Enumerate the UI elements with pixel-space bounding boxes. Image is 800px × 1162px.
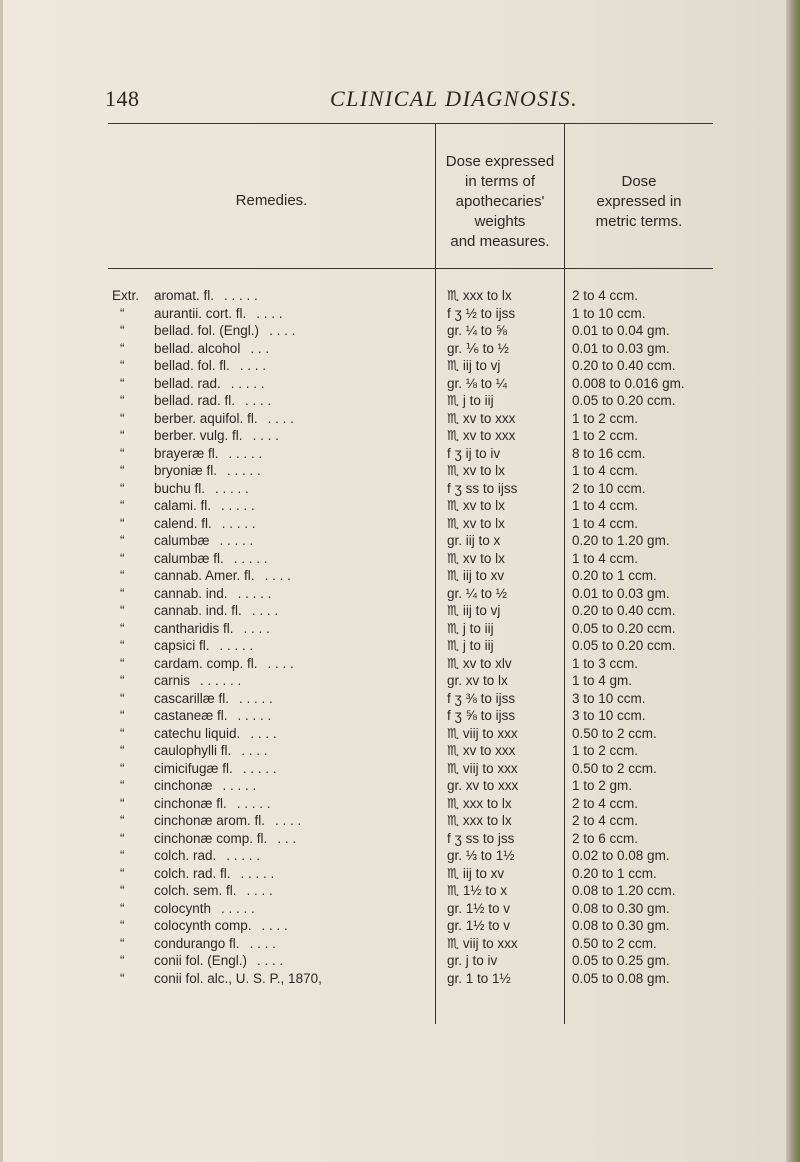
header-apothecaries — [436, 152, 564, 252]
remedy-name: catechu liquid. — [154, 725, 241, 741]
row-prefix: “ — [120, 900, 125, 916]
remedy-name: cascarillæ fl. — [154, 690, 230, 706]
metric-dose: 1 to 2 ccm. — [572, 743, 639, 758]
metric-dose: 0.01 to 0.03 gm. — [572, 340, 670, 356]
table-row-remedy — [112, 322, 422, 340]
apothecaries-dose: gr. iij to x — [447, 533, 501, 548]
metric-dose: 2 to 4 ccm. — [572, 795, 639, 811]
leader-dots: . . . . . . — [200, 673, 242, 688]
apothecaries-dose: ♏ xxx to lx — [447, 795, 512, 811]
leader-dots: . . . . . — [219, 638, 254, 653]
remedy-name: bryoniæ fl. — [154, 463, 218, 478]
leader-dots: . . . . — [275, 813, 302, 828]
apothecaries-dose: ♏ iij to vj — [447, 358, 501, 373]
apothecaries-dose: gr. j to iv — [447, 953, 498, 968]
apothecaries-dose: gr. ¼ to ⅝ — [447, 323, 508, 338]
metric-dose: 1 to 4 ccm. — [572, 515, 639, 531]
row-prefix: “ — [120, 340, 125, 356]
apothecaries-dose: gr. 1 to 1½ — [447, 970, 511, 986]
metric-dose: 0.05 to 0.20 ccm. — [572, 638, 676, 653]
leader-dots: . . . . — [249, 935, 276, 951]
metric-dose: 8 to 16 ccm. — [572, 445, 646, 461]
metric-dose: 0.50 to 2 ccm. — [572, 760, 657, 776]
header-apoth-line-3: apothecaries' — [455, 193, 545, 210]
remedy-name: bellad. fol. (Engl.) — [154, 323, 260, 338]
row-prefix: “ — [120, 463, 125, 478]
remedy-name: calumbæ fl. — [154, 550, 224, 566]
table-row-remedy — [112, 655, 422, 673]
table-row-remedy — [112, 830, 422, 848]
row-prefix: “ — [120, 358, 125, 373]
row-prefix: “ — [120, 743, 125, 758]
metric-dose: 1 to 4 gm. — [572, 673, 633, 688]
row-prefix: “ — [120, 655, 125, 671]
apothecaries-dose: ♏ iij to xv — [447, 568, 505, 583]
header-apoth-line-2: in terms of — [464, 173, 536, 190]
row-prefix: “ — [120, 393, 125, 408]
table-row-remedy — [112, 497, 422, 515]
apothecaries-dose: ♏ xv to lx — [447, 515, 505, 531]
leader-dots: . . . . — [264, 568, 291, 583]
header-apoth-line-4: weights — [474, 213, 526, 230]
table-row-remedy — [112, 935, 422, 953]
metric-dose: 0.01 to 0.04 gm. — [572, 323, 670, 338]
leader-dots: . . . . — [252, 428, 279, 443]
remedy-name: cinchonæ comp. fl. — [154, 830, 268, 846]
metric-dose: 2 to 4 ccm. — [572, 288, 639, 303]
apothecaries-dose: f ʒ ⅝ to ijss — [447, 708, 516, 723]
table-row-remedy — [112, 865, 422, 883]
row-prefix: “ — [120, 883, 125, 898]
metric-dose: 0.20 to 1 ccm. — [572, 865, 657, 881]
table-row-remedy — [112, 900, 422, 918]
apothecaries-dose: ♏ xv to xxx — [447, 410, 516, 426]
metric-dose: 1 to 4 ccm. — [572, 463, 639, 478]
leader-dots: . . . . . — [236, 795, 271, 811]
leader-dots: . . . . — [241, 743, 268, 758]
leader-dots: . . . . . — [221, 900, 255, 916]
leader-dots: . . . . . — [227, 463, 261, 478]
remedy-name: calami. fl. — [154, 498, 212, 513]
metric-dose: 0.20 to 0.40 ccm. — [572, 358, 676, 373]
table-row-remedy — [112, 690, 422, 708]
page-number: 148 — [105, 86, 140, 111]
leader-dots: . . . . . — [224, 288, 258, 303]
remedy-name: colch. rad. — [154, 848, 217, 863]
remedy-name: capsici fl. — [154, 638, 210, 653]
table-row-remedy — [112, 742, 422, 760]
metric-dose: 1 to 2 gm. — [572, 778, 633, 793]
leader-dots: . . . . . — [219, 533, 254, 548]
row-prefix: “ — [120, 305, 125, 321]
leader-dots: . . . . . — [242, 760, 277, 776]
remedy-name: conii fol. (Engl.) — [154, 953, 248, 968]
row-prefix: “ — [120, 725, 125, 741]
apothecaries-dose: ♏ xv to lx — [447, 550, 505, 566]
header-metric-line-2: expressed in — [596, 193, 682, 210]
apothecaries-dose: ♏ 1½ to x — [447, 883, 508, 898]
row-prefix: “ — [120, 830, 125, 846]
apothecaries-dose: ♏ viij to xxx — [447, 760, 518, 776]
apothecaries-dose: f ʒ ss to ijss — [447, 480, 518, 496]
table-row-remedy — [112, 427, 422, 445]
table-row-remedy — [112, 795, 422, 813]
table-row-remedy — [112, 637, 422, 655]
table-top-rule — [108, 123, 713, 124]
table-row-remedy — [112, 550, 422, 568]
table-row-remedy — [112, 725, 422, 743]
apothecaries-dose: ♏ xv to lx — [447, 463, 505, 478]
metric-dose: 2 to 4 ccm. — [572, 813, 639, 828]
apothecaries-dose: ♏ viij to xxx — [447, 725, 518, 741]
remedy-name: cannab. ind. fl. — [154, 603, 242, 618]
apothecaries-dose: gr. ⅓ to 1½ — [447, 848, 515, 863]
leader-dots: . . . . . — [240, 865, 275, 881]
table-row-remedy — [112, 760, 422, 778]
row-prefix: “ — [120, 603, 125, 618]
remedy-name: conii fol. alc., U. S. P., 1870, — [154, 970, 322, 986]
table-row-remedy — [112, 882, 422, 900]
table-row-remedy — [112, 340, 422, 358]
apothecaries-dose: ♏ xv to xxx — [447, 428, 516, 443]
metric-dose: 0.05 to 0.20 ccm. — [572, 620, 676, 636]
metric-dose: 0.05 to 0.08 gm. — [572, 970, 670, 986]
leader-dots: . . . . . — [221, 498, 255, 513]
leader-dots: . . . . — [239, 358, 267, 373]
remedy-name: berber. aquifol. fl. — [154, 410, 258, 426]
leader-dots: . . . . — [246, 883, 273, 898]
apothecaries-dose: gr. xv to lx — [447, 673, 508, 688]
table-row-remedy — [112, 480, 422, 498]
apothecaries-dose: ♏ xxx to lx — [447, 813, 512, 828]
header-apoth-line-1: Dose expressed — [445, 153, 555, 170]
row-prefix: “ — [120, 708, 125, 723]
header-apoth-line-5: and measures. — [450, 233, 550, 250]
table-row-remedy — [112, 777, 422, 795]
table-row-remedy — [112, 917, 422, 935]
header-metric — [565, 172, 713, 232]
remedy-name: calend. fl. — [154, 515, 212, 531]
metric-dose: 2 to 10 ccm. — [572, 480, 646, 496]
row-prefix: “ — [120, 848, 125, 863]
apothecaries-dose: f ʒ ss to jss — [447, 830, 515, 846]
row-prefix: “ — [120, 778, 125, 793]
header-metric-line-1: Dose — [621, 173, 657, 190]
table-row-remedy — [112, 567, 422, 585]
row-prefix: “ — [120, 865, 125, 881]
apothecaries-dose: gr. 1½ to v — [447, 918, 511, 933]
row-prefix: “ — [120, 953, 125, 968]
leader-dots: . . . . — [269, 323, 296, 338]
table-row-remedy — [112, 672, 422, 690]
leader-dots: . . . . . — [230, 375, 265, 391]
remedy-name: calumbæ — [154, 533, 210, 548]
remedy-name: cannab. Amer. fl. — [154, 568, 255, 583]
table-header-rule — [108, 268, 713, 269]
remedy-name: bellad. rad. — [154, 375, 221, 391]
remedy-name: cimicifugæ fl. — [154, 760, 233, 776]
header-remedies — [108, 191, 435, 211]
metric-dose: 1 to 4 ccm. — [572, 550, 639, 566]
apothecaries-dose: gr. 1½ to v — [447, 900, 511, 916]
leader-dots: . . . — [277, 830, 297, 846]
table-row-remedy — [112, 970, 422, 988]
apothecaries-dose: f ʒ ⅜ to ijss — [447, 690, 516, 706]
remedy-name: caulophylli fl. — [154, 743, 232, 758]
row-prefix: “ — [120, 480, 125, 496]
row-prefix: “ — [120, 673, 125, 688]
apothecaries-dose: ♏ xxx to lx — [447, 288, 512, 303]
leader-dots: . . . . . — [226, 848, 261, 863]
table-row-remedy — [112, 602, 422, 620]
metric-dose: 0.08 to 0.30 gm. — [572, 918, 670, 933]
metric-dose: 3 to 10 ccm. — [572, 708, 646, 723]
header-remedies-text: Remedies. — [235, 192, 308, 209]
row-prefix: “ — [120, 498, 125, 513]
remedy-name: castaneæ fl. — [154, 708, 228, 723]
remedy-name: cardam. comp. fl. — [154, 655, 258, 671]
apothecaries-dose: ♏ j to iij — [447, 638, 494, 653]
leader-dots: . . . . — [261, 918, 288, 933]
table-row-remedy — [112, 305, 422, 323]
table-row-remedy — [112, 707, 422, 725]
metric-dose: 1 to 4 ccm. — [572, 498, 639, 513]
remedy-name: aurantii. cort. fl. — [154, 305, 247, 321]
row-prefix: “ — [120, 760, 125, 776]
row-prefix: “ — [120, 445, 125, 461]
row-prefix: “ — [120, 585, 125, 601]
table-row-remedy — [112, 847, 422, 865]
table-row-remedy — [112, 375, 422, 393]
metric-dose: 0.01 to 0.03 gm. — [572, 585, 670, 601]
remedy-name: bellad. rad. fl. — [154, 393, 236, 408]
remedy-name: colch. rad. fl. — [154, 865, 231, 881]
row-prefix: “ — [120, 813, 125, 828]
row-prefix: “ — [120, 515, 125, 531]
remedy-name: cinchonæ — [154, 778, 213, 793]
row-prefix: “ — [120, 375, 125, 391]
metric-dose: 0.20 to 0.40 ccm. — [572, 603, 676, 618]
apothecaries-dose: ♏ xv to xxx — [447, 743, 516, 758]
metric-dose: 1 to 2 ccm. — [572, 410, 639, 426]
metric-dose: 0.50 to 2 ccm. — [572, 935, 657, 951]
table-row-remedy — [112, 357, 422, 375]
remedy-name: bellad. alcohol — [154, 340, 241, 356]
apothecaries-dose: gr. xv to xxx — [447, 778, 519, 793]
remedy-name: buchu fl. — [154, 480, 206, 496]
leader-dots: . . . . — [250, 725, 277, 741]
remedy-name: colch. sem. fl. — [154, 883, 237, 898]
metric-dose: 0.05 to 0.20 ccm. — [572, 393, 676, 408]
remedy-name: cinchonæ arom. fl. — [154, 813, 266, 828]
row-prefix: “ — [120, 620, 125, 636]
metric-dose: 1 to 2 ccm. — [572, 428, 639, 443]
metric-dose: 1 to 3 ccm. — [572, 655, 639, 671]
row-prefix: “ — [120, 638, 125, 653]
leader-dots: . . . . . — [221, 515, 256, 531]
metric-dose: 0.20 to 1 ccm. — [572, 568, 657, 583]
remedy-name: cinchonæ fl. — [154, 795, 227, 811]
metric-dose: 0.008 to 0.016 gm. — [572, 375, 685, 391]
leader-dots: . . . . — [267, 655, 294, 671]
apothecaries-dose: ♏ iij to vj — [447, 603, 501, 618]
page-edge — [0, 0, 3, 1162]
row-prefix: “ — [120, 935, 125, 951]
row-prefix: “ — [120, 970, 125, 986]
metric-dose: 1 to 10 ccm. — [572, 305, 646, 321]
table-row-remedy — [112, 620, 422, 638]
row-prefix: “ — [120, 550, 125, 566]
apothecaries-dose: ♏ iij to xv — [447, 865, 505, 881]
leader-dots: . . . — [250, 340, 270, 356]
apothecaries-dose: gr. ⅙ to ½ — [447, 340, 509, 356]
metric-dose: 3 to 10 ccm. — [572, 690, 646, 706]
running-head: CLINICAL DIAGNOSIS. — [330, 86, 579, 111]
remedy-name: cantharidis fl. — [154, 620, 234, 636]
table-row-remedy — [112, 515, 422, 533]
table-row-remedy — [112, 287, 422, 305]
remedy-name: cannab. ind. — [154, 585, 228, 601]
table-row-remedy — [112, 410, 422, 428]
leader-dots: . . . . . — [233, 550, 268, 566]
remedy-name: colocynth — [154, 900, 212, 916]
metric-dose: 0.20 to 1.20 gm. — [572, 533, 670, 548]
remedy-name: condurango fl. — [154, 935, 240, 951]
metric-dose: 0.08 to 0.30 gm. — [572, 900, 670, 916]
leader-dots: . . . . — [256, 305, 283, 321]
row-prefix: “ — [120, 533, 125, 548]
leader-dots: . . . . — [257, 953, 284, 968]
remedy-name: colocynth comp. — [154, 918, 252, 933]
row-prefix: Extr. — [112, 288, 140, 303]
metric-dose: 2 to 6 ccm. — [572, 830, 639, 846]
apothecaries-dose: ♏ xv to lx — [447, 498, 505, 513]
leader-dots: . . . . . — [239, 690, 273, 706]
row-prefix: “ — [120, 428, 125, 443]
table-row-remedy — [112, 445, 422, 463]
apothecaries-dose: f ʒ ij to iv — [447, 445, 501, 461]
remedy-name: brayeræ fl. — [154, 445, 219, 461]
metric-dose: 0.02 to 0.08 gm. — [572, 848, 670, 863]
metric-dose: 0.05 to 0.25 gm. — [572, 953, 670, 968]
leader-dots: . . . . — [243, 620, 270, 636]
leader-dots: . . . . . — [237, 708, 272, 723]
remedy-name: bellad. fol. fl. — [154, 358, 230, 373]
metric-dose: 0.08 to 1.20 ccm. — [572, 883, 676, 898]
leader-dots: . . . . . — [237, 585, 272, 601]
apothecaries-dose: gr. ⅛ to ¼ — [447, 375, 508, 391]
table-row-remedy — [112, 532, 422, 550]
leader-dots: . . . . — [245, 393, 272, 408]
remedy-name: aromat. fl. — [154, 288, 215, 303]
row-prefix: “ — [120, 795, 125, 811]
remedy-name: berber. vulg. fl. — [154, 428, 243, 443]
metric-dose: 0.50 to 2 ccm. — [572, 725, 657, 741]
leader-dots: . . . . . — [222, 778, 257, 793]
row-prefix: “ — [120, 918, 125, 933]
apothecaries-dose: ♏ j to iij — [447, 393, 494, 408]
row-prefix: “ — [120, 323, 125, 338]
leader-dots: . . . . . — [228, 445, 263, 461]
table-row-remedy — [112, 392, 422, 410]
table-row-remedy — [112, 812, 422, 830]
apothecaries-dose: gr. ¼ to ½ — [447, 585, 508, 601]
table-row-remedy — [112, 462, 422, 480]
column-divider-1 — [435, 124, 436, 1024]
leader-dots: . . . . — [251, 603, 279, 618]
apothecaries-dose: f ʒ ½ to ijss — [447, 305, 516, 321]
table-row-remedy — [112, 585, 422, 603]
apothecaries-dose: ♏ xv to xlv — [447, 655, 512, 671]
apothecaries-dose: ♏ j to iij — [447, 620, 494, 636]
remedy-name: carnis — [154, 673, 191, 688]
row-prefix: “ — [120, 568, 125, 583]
leader-dots: . . . . — [267, 410, 294, 426]
row-prefix: “ — [120, 410, 125, 426]
row-prefix: “ — [120, 690, 125, 706]
header-metric-line-3: metric terms. — [595, 213, 683, 230]
table-row-remedy — [112, 952, 422, 970]
apothecaries-dose: ♏ viij to xxx — [447, 935, 518, 951]
leader-dots: . . . . . — [215, 480, 249, 496]
